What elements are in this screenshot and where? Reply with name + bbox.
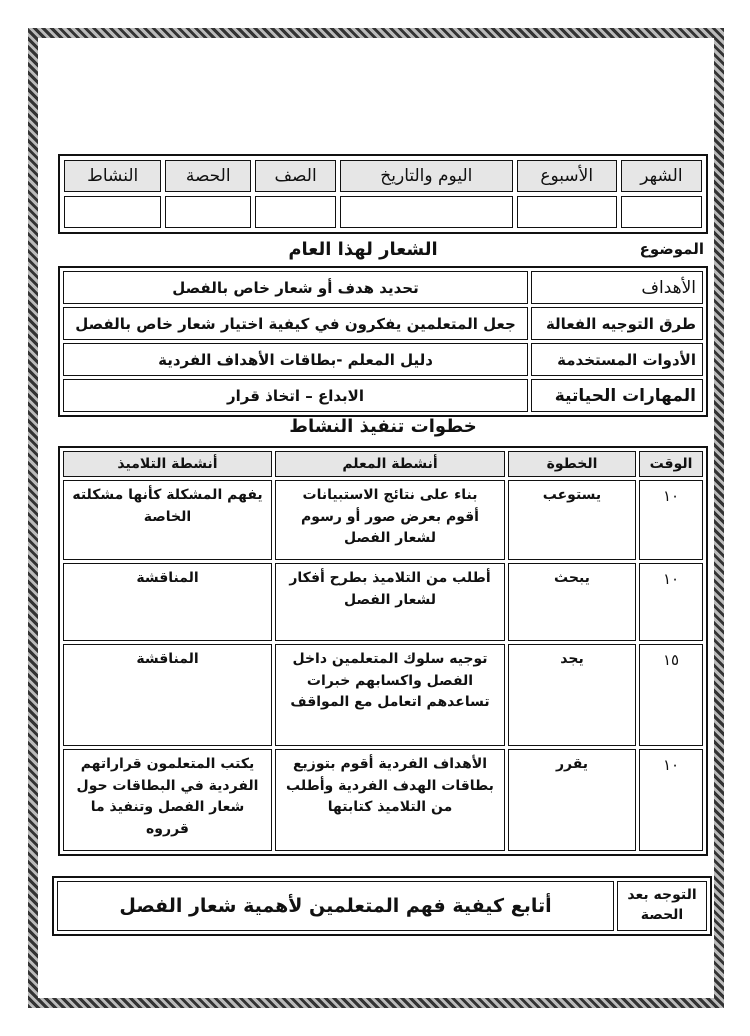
table-row (63, 749, 703, 851)
step-time: ١٠ (639, 480, 703, 560)
followup-value: أتابع كيفية فهم المتعلمين لأهمية شعار الفصل (57, 881, 614, 931)
info-row-objectives (63, 271, 703, 304)
info-row-methods (63, 307, 703, 340)
info-label: طرق التوجيه الفعالة (531, 307, 703, 340)
value-activity (64, 196, 161, 228)
table-row (63, 563, 703, 641)
value-week (517, 196, 617, 228)
step-time: ١٠ (639, 749, 703, 851)
header-class: الصف (255, 160, 336, 192)
decorative-border (28, 28, 724, 1008)
header-period: الحصة (165, 160, 251, 192)
header-month: الشهر (621, 160, 702, 192)
info-row-tools (63, 343, 703, 376)
followup-table (52, 876, 712, 936)
info-row-life-skills (63, 379, 703, 412)
step-name: يستوعب (508, 480, 636, 560)
students-activity: المناقشة (63, 644, 272, 746)
value-day-date (340, 196, 512, 228)
step-time: ١٠ (639, 563, 703, 641)
column-header-teacher: أنشطة المعلم (275, 451, 505, 477)
info-value: الابداع – اتخاذ قرار (63, 379, 528, 412)
info-label: المهارات الحياتية (531, 379, 703, 412)
step-name: يقرر (508, 749, 636, 851)
teacher-activity: توجيه سلوك المتعلمين داخل الفصل واكسابهم خبرات تساعدهم اتعامل مع المواقف (275, 644, 505, 746)
step-name: يبحث (508, 563, 636, 641)
teacher-activity: أطلب من التلاميذ بطرح أفكار لشعار الفصل (275, 563, 505, 641)
info-value: جعل المتعلمين يفكرون في كيفية اختيار شعار خاص بالفصل (63, 307, 528, 340)
info-value: تحديد هدف أو شعار خاص بالفصل (63, 271, 528, 304)
info-value: دليل المعلم -بطاقات الأهداف الفردية (63, 343, 528, 376)
teacher-activity: بناء على نتائج الاستبيانات أقوم بعرض صور أو رسوم لشعار الفصل (275, 480, 505, 560)
value-class (255, 196, 336, 228)
students-activity: المناقشة (63, 563, 272, 641)
topic-row (58, 234, 708, 264)
column-header-step: الخطوة (508, 451, 636, 477)
step-name: يجد (508, 644, 636, 746)
column-header-students: أنشطة التلاميذ (63, 451, 272, 477)
steps-title: خطوات تنفيذ النشاط (289, 416, 477, 437)
topic-label: الموضوع (639, 240, 704, 258)
info-label: الأهداف (531, 271, 703, 304)
teacher-activity: الأهداف الفردية أقوم بتوزيع بطاقات الهدف الفردية وأطلب من التلاميذ كتابتها (275, 749, 505, 851)
column-header-time: الوقت (639, 451, 703, 477)
header-activity: النشاط (64, 160, 161, 192)
table-row (63, 644, 703, 746)
table-row (63, 480, 703, 560)
header-week: الأسبوع (517, 160, 617, 192)
value-month (621, 196, 702, 228)
students-activity: يكتب المتعلمون قراراتهم الفردية في البطاقات حول شعار الفصل وتنفيذ ما قرروه (63, 749, 272, 851)
header-day-date: اليوم والتاريخ (340, 160, 512, 192)
lesson-header-table (58, 154, 708, 234)
followup-label: التوجه بعد الحصة (617, 881, 707, 931)
activity-steps-table (58, 446, 708, 856)
lesson-info-table (58, 266, 708, 417)
value-period (165, 196, 251, 228)
info-label: الأدوات المستخدمة (531, 343, 703, 376)
students-activity: يفهم المشكلة كأنها مشكلته الخاصة (63, 480, 272, 560)
topic-value: الشعار لهذا العام (288, 238, 438, 260)
step-time: ١٥ (639, 644, 703, 746)
